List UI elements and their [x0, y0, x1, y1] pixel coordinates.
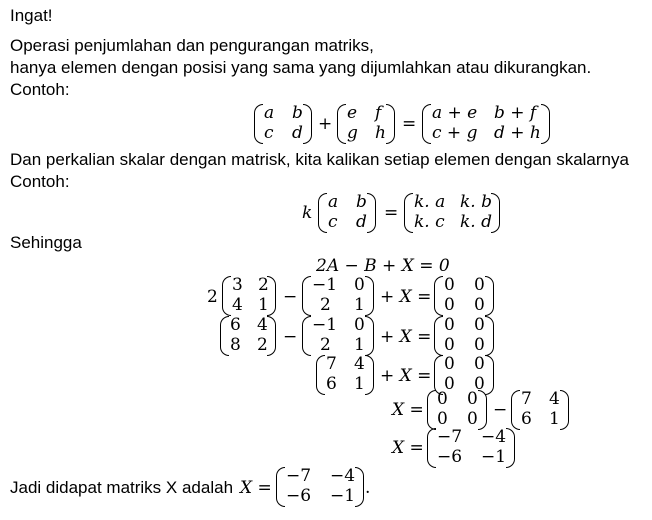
- example2-matrix-result: k. a k. b k. c k. d: [404, 193, 500, 233]
- step2-plus-x-equals: + X =: [380, 287, 432, 307]
- step3-matrix-b: −1 0 2 1: [302, 316, 374, 356]
- step5-matrix-sum: 7 4 6 1: [511, 390, 569, 430]
- step3-zero-matrix: 0 0 0 0: [434, 316, 494, 356]
- example1-matrix-1: a b c d: [254, 104, 312, 144]
- example2-matrix-1: a b c d: [318, 193, 376, 233]
- example1-equals: =: [402, 114, 417, 134]
- example2-equals: =: [384, 203, 399, 223]
- step3-matrix-2a: 6 4 8 2: [220, 316, 276, 356]
- step4-matrix-sum: 7 4 6 1: [316, 355, 374, 395]
- step1-equation: 2A − B + X = 0: [316, 256, 450, 276]
- text-line-5: Dan perkalian skalar dengan matrisk, kita kalikan setiap elemen dengan skalarnya: [10, 150, 629, 169]
- text-line-4: Contoh:: [10, 80, 70, 99]
- example1-matrix-result: a + e b + f c + g d + h: [422, 104, 550, 144]
- step3-plus-x-equals: + X =: [380, 327, 432, 347]
- example2-scalar-k: k: [302, 203, 313, 223]
- step4-zero-matrix: 0 0 0 0: [434, 355, 494, 395]
- step2-zero-matrix: 0 0 0 0: [434, 276, 494, 316]
- step6-x-equals: X =: [392, 438, 424, 458]
- text-line-8: Jadi didapat matriks X adalah: [10, 478, 234, 497]
- step2-matrix-a: 3 2 4 1: [222, 276, 276, 316]
- step5-x-equals: X =: [392, 400, 424, 420]
- final-x-equals: X =: [240, 478, 272, 498]
- text-line-3: hanya elemen dengan posisi yang sama yang dijumlahkan atau dikurangkan.: [10, 58, 592, 77]
- final-period: .: [365, 478, 371, 498]
- example1-matrix-2: e f g h: [337, 104, 395, 144]
- step2-coefficient: 2: [207, 287, 218, 307]
- example1-plus: +: [318, 114, 333, 134]
- step4-plus-x-equals: + X =: [380, 366, 432, 386]
- heading-ingat: Ingat!: [10, 6, 53, 25]
- final-result-matrix: −7 −4 −6 −1: [276, 467, 364, 507]
- text-line-6: Contoh:: [10, 172, 70, 191]
- step2-matrix-b: −1 0 2 1: [302, 276, 374, 316]
- step5-zero-matrix: 0 0 0 0: [427, 390, 487, 430]
- step3-minus: −: [283, 327, 298, 347]
- step5-minus: −: [493, 400, 508, 420]
- text-line-2: Operasi penjumlahan dan pengurangan matriks,: [10, 36, 374, 55]
- text-line-7: Sehingga: [10, 233, 82, 252]
- step2-minus: −: [283, 287, 298, 307]
- step6-result-matrix: −7 −4 −6 −1: [427, 428, 515, 468]
